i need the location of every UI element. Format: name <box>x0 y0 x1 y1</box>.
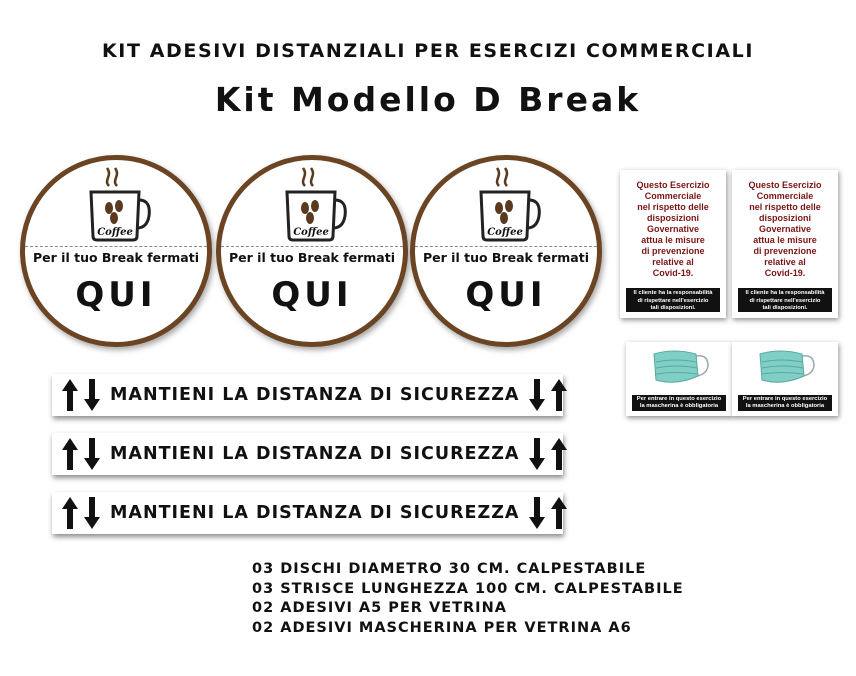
down-up-arrows-icon <box>519 374 577 416</box>
a5-sign-footer: Il cliente ha la responsabilità di rispettare nell'esercizio tali disposizioni. <box>738 288 832 312</box>
mask-sign-footer: Per entrare in questo esercizio la mascherina è obbligatoria <box>738 395 832 411</box>
strip-text: MANTIENI LA DISTANZA DI SICUREZZA <box>110 385 520 405</box>
coffee-cup-icon <box>79 164 151 244</box>
a5-sign-text: Questo Esercizio Commerciale nel rispetto delle disposizioni Governative attua le misure di prevenzione relative al Covid-19. <box>636 180 710 278</box>
disc-qui: QUI <box>465 275 547 315</box>
disc-qui: QUI <box>271 275 353 315</box>
disc-slogan: Per il tuo Break fermati <box>33 250 199 265</box>
kit-contents-item: 03 STRISCE LUNGHEZZA 100 CM. CALPESTABILE <box>252 580 684 597</box>
disc-slogan: Per il tuo Break fermati <box>229 250 395 265</box>
face-mask-icon <box>754 346 816 388</box>
distance-strip-3 <box>52 492 563 534</box>
disc-slogan: Per il tuo Break fermati <box>423 250 589 265</box>
face-mask-icon <box>648 346 710 388</box>
floor-disc-3 <box>410 155 602 347</box>
a5-sign-footer: Il cliente ha la responsabilità di rispettare nell'esercizio tali disposizioni. <box>626 288 720 312</box>
coffee-cup-icon <box>469 164 541 244</box>
kit-contents-item: 02 ADESIVI MASCHERINA PER VETRINA A6 <box>252 619 632 636</box>
dashed-divider <box>221 246 403 247</box>
dashed-divider <box>25 246 207 247</box>
kit-contents-item: 03 DISCHI DIAMETRO 30 CM. CALPESTABILE <box>252 561 647 577</box>
kit-title: KIT ADESIVI DISTANZIALI PER ESERCIZI COMMERCIALI <box>101 40 755 62</box>
coffee-cup-icon <box>275 164 347 244</box>
a5-sign-text: Questo Esercizio Commerciale nel rispetto delle disposizioni Governative attua le misure di prevenzione relative al Covid-19. <box>748 180 822 278</box>
strip-text: MANTIENI LA DISTANZA DI SICUREZZA <box>110 503 520 523</box>
mask-window-sticker-2 <box>732 342 838 416</box>
kit-contents-item: 02 ADESIVI A5 PER VETRINA <box>252 600 507 616</box>
distance-strip-2 <box>52 433 563 475</box>
disc-qui: QUI <box>75 275 157 315</box>
strip-text: MANTIENI LA DISTANZA DI SICUREZZA <box>110 444 520 464</box>
mask-window-sticker-1 <box>626 342 732 416</box>
kit-contents-list <box>252 560 684 638</box>
kit-model-title: Kit Modello D Break <box>214 80 642 119</box>
up-down-arrows-icon <box>52 492 110 534</box>
up-down-arrows-icon <box>52 433 110 475</box>
down-up-arrows-icon <box>519 492 577 534</box>
up-down-arrows-icon <box>52 374 110 416</box>
a5-window-sticker-1 <box>620 170 726 318</box>
a5-window-sticker-2 <box>732 170 838 318</box>
floor-disc-1 <box>20 155 212 347</box>
dashed-divider <box>415 246 597 247</box>
mask-sign-footer: Per entrare in questo esercizio la mascherina è obbligatoria <box>632 395 726 411</box>
down-up-arrows-icon <box>519 433 577 475</box>
floor-disc-2 <box>216 155 408 347</box>
distance-strip-1 <box>52 374 563 416</box>
